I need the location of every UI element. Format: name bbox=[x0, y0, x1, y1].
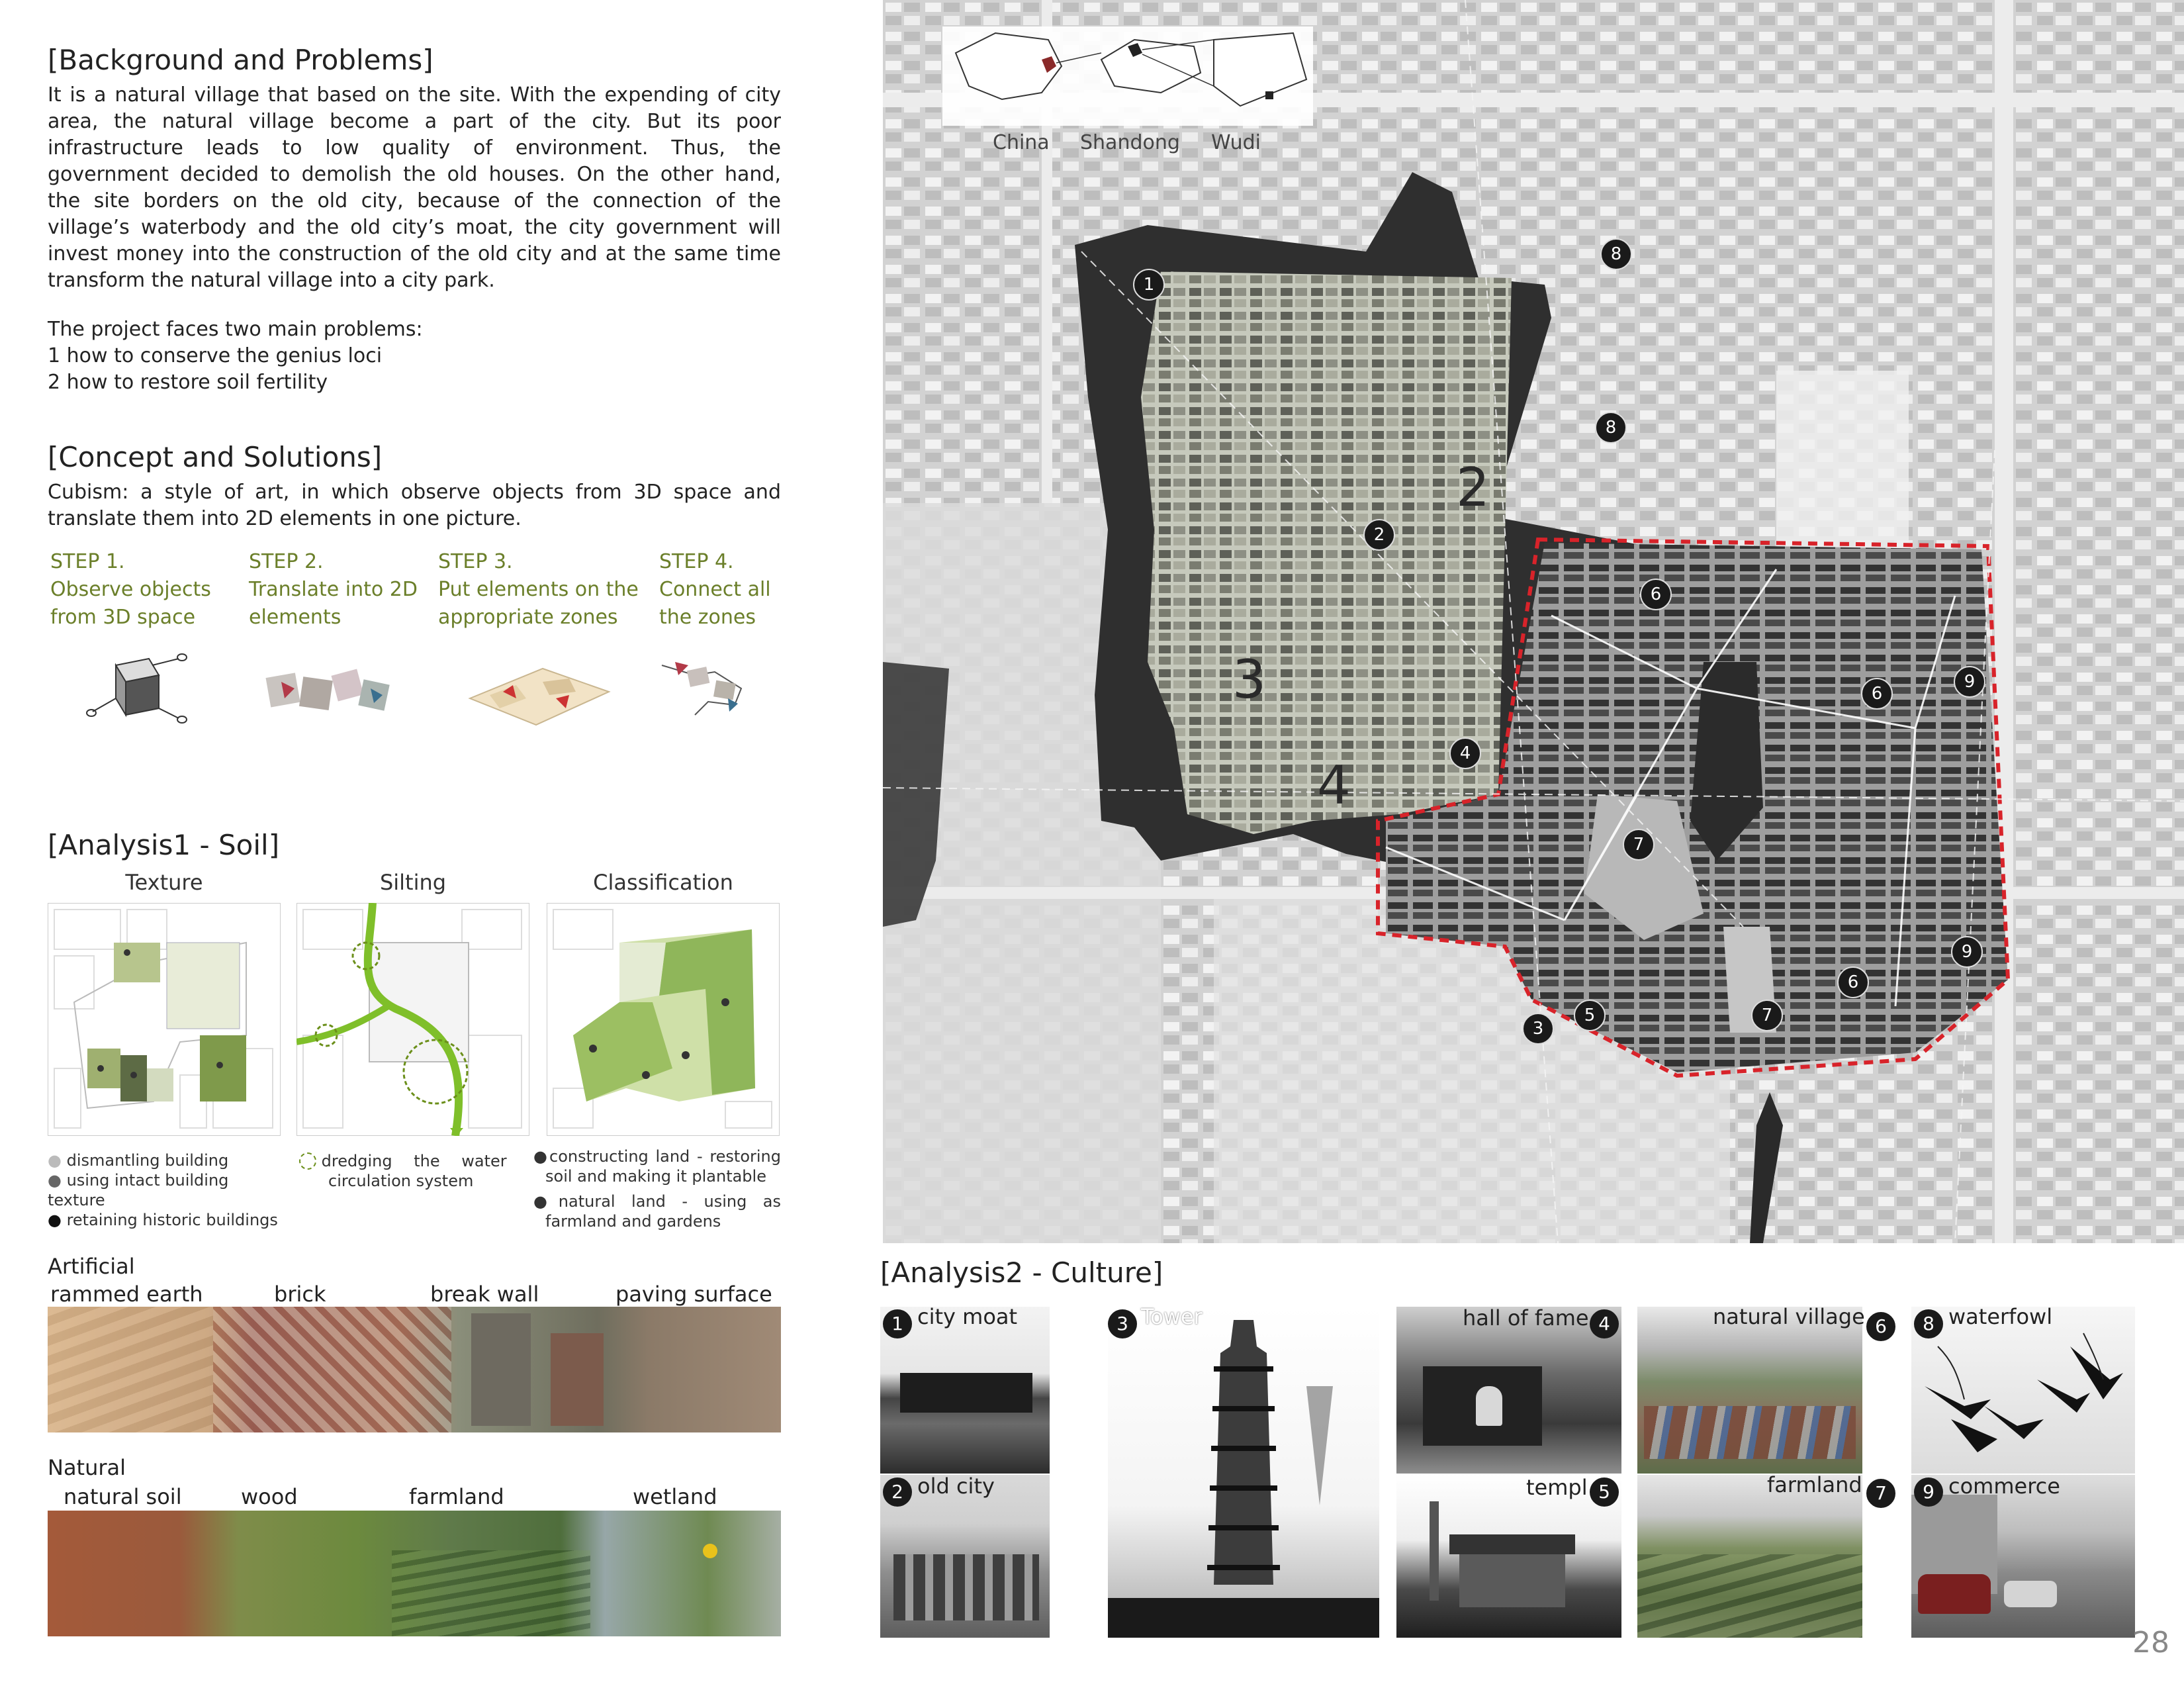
bust-statue bbox=[1476, 1386, 1502, 1426]
map-marker: 1 bbox=[1133, 269, 1165, 301]
material-label: brick bbox=[274, 1282, 326, 1307]
legend-text: ●constructing land - restoring bbox=[533, 1147, 781, 1166]
legend-classification bbox=[533, 1147, 781, 1231]
map-marker: 7 bbox=[1751, 1000, 1783, 1031]
culture-label: templ bbox=[1526, 1475, 1588, 1500]
problem-item: 1 how to conserve the genius loci bbox=[48, 344, 383, 367]
legend-text: dredging the water bbox=[321, 1152, 507, 1170]
culture-label: old city bbox=[917, 1474, 995, 1499]
step-text: appropriate zones bbox=[438, 606, 618, 629]
culture-label: waterfowl bbox=[1948, 1304, 2053, 1329]
step-text: elements bbox=[249, 606, 341, 629]
soil-heading: [Analysis1 - Soil] bbox=[48, 829, 280, 861]
culture-num: 9 bbox=[1914, 1477, 1943, 1507]
culture-num: 6 bbox=[1865, 1311, 1897, 1342]
map-marker: 6 bbox=[1837, 966, 1869, 998]
background-paragraph bbox=[48, 82, 781, 294]
dot-icon: ● bbox=[48, 1211, 67, 1229]
birds-illustration bbox=[1911, 1307, 2135, 1474]
material-label: paving surface bbox=[615, 1282, 772, 1307]
concept-heading: [Concept and Solutions] bbox=[48, 441, 383, 473]
location-shandong: Shandong bbox=[1080, 131, 1180, 154]
legend-text: dismantling building bbox=[66, 1151, 229, 1170]
red-car bbox=[1918, 1574, 1991, 1614]
culture-num: 2 bbox=[883, 1477, 912, 1507]
wall-fragment bbox=[551, 1333, 604, 1426]
flower bbox=[703, 1544, 717, 1558]
legend-text: soil and making it plantable bbox=[545, 1167, 766, 1186]
material-label: wood bbox=[241, 1484, 298, 1509]
culture-label: Tower bbox=[1141, 1304, 1203, 1329]
culture-label: hall of fame bbox=[1463, 1305, 1589, 1331]
map-marker: 7 bbox=[1623, 829, 1655, 861]
location-china: China bbox=[993, 131, 1050, 154]
legend-item bbox=[48, 1170, 286, 1210]
legend-item bbox=[48, 1210, 286, 1230]
photo-temple bbox=[1396, 1475, 1621, 1638]
map-zone-label: 3 bbox=[1232, 649, 1266, 710]
temple-roof bbox=[1449, 1534, 1575, 1554]
artificial-materials-photo bbox=[48, 1307, 781, 1432]
page-number: 28 bbox=[2132, 1626, 2169, 1660]
photo-hall-of-fame bbox=[1396, 1307, 1621, 1474]
step-text: Put elements on the bbox=[438, 578, 639, 601]
culture-label: commerce bbox=[1948, 1474, 2060, 1499]
natural-materials-photo bbox=[48, 1511, 781, 1636]
dashed-circle-icon bbox=[299, 1152, 316, 1170]
field-rows bbox=[1637, 1554, 1862, 1638]
pagoda-distant bbox=[1430, 1501, 1439, 1601]
map-marker: 4 bbox=[1449, 737, 1481, 769]
rammed-earth-texture bbox=[48, 1307, 213, 1432]
step-text: Observe objects bbox=[50, 578, 211, 601]
map-marker: 6 bbox=[1640, 579, 1672, 610]
legend-text: ●natural land - using as bbox=[533, 1192, 781, 1211]
material-label: wetland bbox=[633, 1484, 717, 1509]
step4-connect-illustration bbox=[655, 652, 754, 725]
background-line: village’s waterbody and the old city’s moat, the city government will bbox=[48, 216, 781, 239]
step-text: from 3D space bbox=[50, 606, 196, 629]
map-marker: 3 bbox=[1522, 1013, 1554, 1045]
problems-intro: The project faces two main problems: bbox=[48, 318, 423, 341]
background-line: government decided to demolish the old houses. On the other hand, bbox=[48, 163, 781, 186]
concept-line: Cubism: a style of art, in which observe objects from 3D space and bbox=[48, 481, 781, 504]
farmland-rows bbox=[392, 1550, 590, 1636]
step-4 bbox=[659, 548, 785, 632]
background-line: the site borders on the old city, because of the connection of the bbox=[48, 189, 781, 212]
silting-map bbox=[296, 903, 529, 1136]
step-title: STEP 4. bbox=[659, 550, 734, 573]
material-label: break wall bbox=[430, 1282, 539, 1307]
culture-num: 4 bbox=[1590, 1309, 1619, 1338]
material-label: natural soil bbox=[64, 1484, 182, 1509]
step-text: the zones bbox=[659, 606, 756, 629]
culture-num: 1 bbox=[883, 1309, 912, 1338]
pagoda-illustration bbox=[1108, 1307, 1379, 1638]
panel-title-texture: Texture bbox=[125, 870, 203, 895]
map-marker: 8 bbox=[1600, 238, 1632, 270]
white-car bbox=[2004, 1581, 2057, 1607]
culture-label: farmland bbox=[1767, 1472, 1862, 1497]
classification-map bbox=[547, 903, 780, 1136]
step-text: Connect all bbox=[659, 578, 771, 601]
culture-num: 3 bbox=[1108, 1309, 1137, 1338]
panel-title-silting: Silting bbox=[379, 870, 447, 895]
photo-commerce bbox=[1911, 1475, 2135, 1638]
village-roofs bbox=[1644, 1406, 1856, 1459]
map-marker: 5 bbox=[1574, 1000, 1606, 1031]
step-2 bbox=[249, 548, 428, 632]
background-line: transform the natural village into a city park. bbox=[48, 269, 495, 292]
artificial-title: Artificial bbox=[48, 1254, 135, 1279]
legend-silting bbox=[299, 1150, 524, 1191]
map-marker: 8 bbox=[1595, 412, 1627, 444]
culture-label: city moat bbox=[917, 1304, 1018, 1329]
panel-title-classification: Classification bbox=[593, 870, 733, 895]
step-title: STEP 1. bbox=[50, 550, 125, 573]
step1-cube-illustration bbox=[79, 645, 192, 731]
brick-texture bbox=[213, 1307, 451, 1432]
background-line: invest money into the construction of the old city and at the same time bbox=[48, 242, 781, 265]
background-line: infrastructure leads to low quality of environment. Thus, the bbox=[48, 136, 781, 160]
photo-tower bbox=[1108, 1307, 1379, 1638]
site-aerial-map bbox=[883, 0, 2184, 1243]
photo-natural-village bbox=[1637, 1307, 1862, 1474]
map-marker: 2 bbox=[1363, 519, 1395, 551]
legend-texture bbox=[48, 1150, 286, 1230]
step-3 bbox=[438, 548, 650, 632]
legend-text: farmland and gardens bbox=[545, 1212, 721, 1231]
map-marker: 9 bbox=[1951, 936, 1983, 968]
map-marker: 6 bbox=[1861, 678, 1893, 710]
step-1 bbox=[50, 548, 249, 632]
wall-fragment bbox=[471, 1313, 531, 1426]
map-zone-label: 2 bbox=[1456, 457, 1490, 518]
temple-body bbox=[1459, 1554, 1565, 1607]
dot-icon: ● bbox=[48, 1151, 67, 1170]
background-line: area, the natural village become a part of the city. But its poor bbox=[48, 110, 781, 133]
step3-zones-illustration bbox=[463, 662, 615, 728]
pavilion-silhouette bbox=[900, 1373, 1032, 1413]
culture-num: 7 bbox=[1865, 1477, 1897, 1509]
step-title: STEP 3. bbox=[438, 550, 513, 573]
problem-item: 2 how to restore soil fertility bbox=[48, 371, 328, 394]
dot-icon: ● bbox=[48, 1171, 67, 1190]
texture-map bbox=[48, 903, 281, 1136]
concept-line: translate them into 2D elements in one picture. bbox=[48, 507, 522, 530]
culture-num: 5 bbox=[1590, 1477, 1619, 1507]
location-wudi: Wudi bbox=[1211, 131, 1261, 154]
legend-text: retaining historic buildings bbox=[66, 1211, 278, 1229]
photo-waterfowl bbox=[1911, 1307, 2135, 1474]
material-label: farmland bbox=[409, 1484, 504, 1509]
step-text: Translate into 2D bbox=[249, 578, 418, 601]
concept-paragraph bbox=[48, 479, 781, 532]
legend-text: circulation system bbox=[328, 1172, 474, 1190]
natural-title: Natural bbox=[48, 1455, 126, 1480]
problems-list bbox=[48, 316, 781, 396]
map-zone-label: 4 bbox=[1317, 755, 1351, 816]
photo-farmland bbox=[1637, 1475, 1862, 1638]
culture-num: 8 bbox=[1914, 1309, 1943, 1338]
step2-fragments-illustration bbox=[265, 662, 397, 728]
legend-text: using intact building texture bbox=[48, 1171, 229, 1209]
step-title: STEP 2. bbox=[249, 550, 324, 573]
legend-item bbox=[299, 1150, 524, 1171]
legend-item bbox=[48, 1150, 286, 1170]
map-marker: 9 bbox=[1954, 666, 1985, 698]
culture-label: natural village bbox=[1713, 1304, 1865, 1329]
culture-heading: [Analysis2 - Culture] bbox=[880, 1256, 1163, 1289]
background-heading: [Background and Problems] bbox=[48, 44, 433, 76]
background-line: It is a natural village that based on the site. With the expending of city bbox=[48, 83, 781, 107]
material-label: rammed earth bbox=[50, 1282, 203, 1307]
rooftops bbox=[893, 1554, 1039, 1620]
